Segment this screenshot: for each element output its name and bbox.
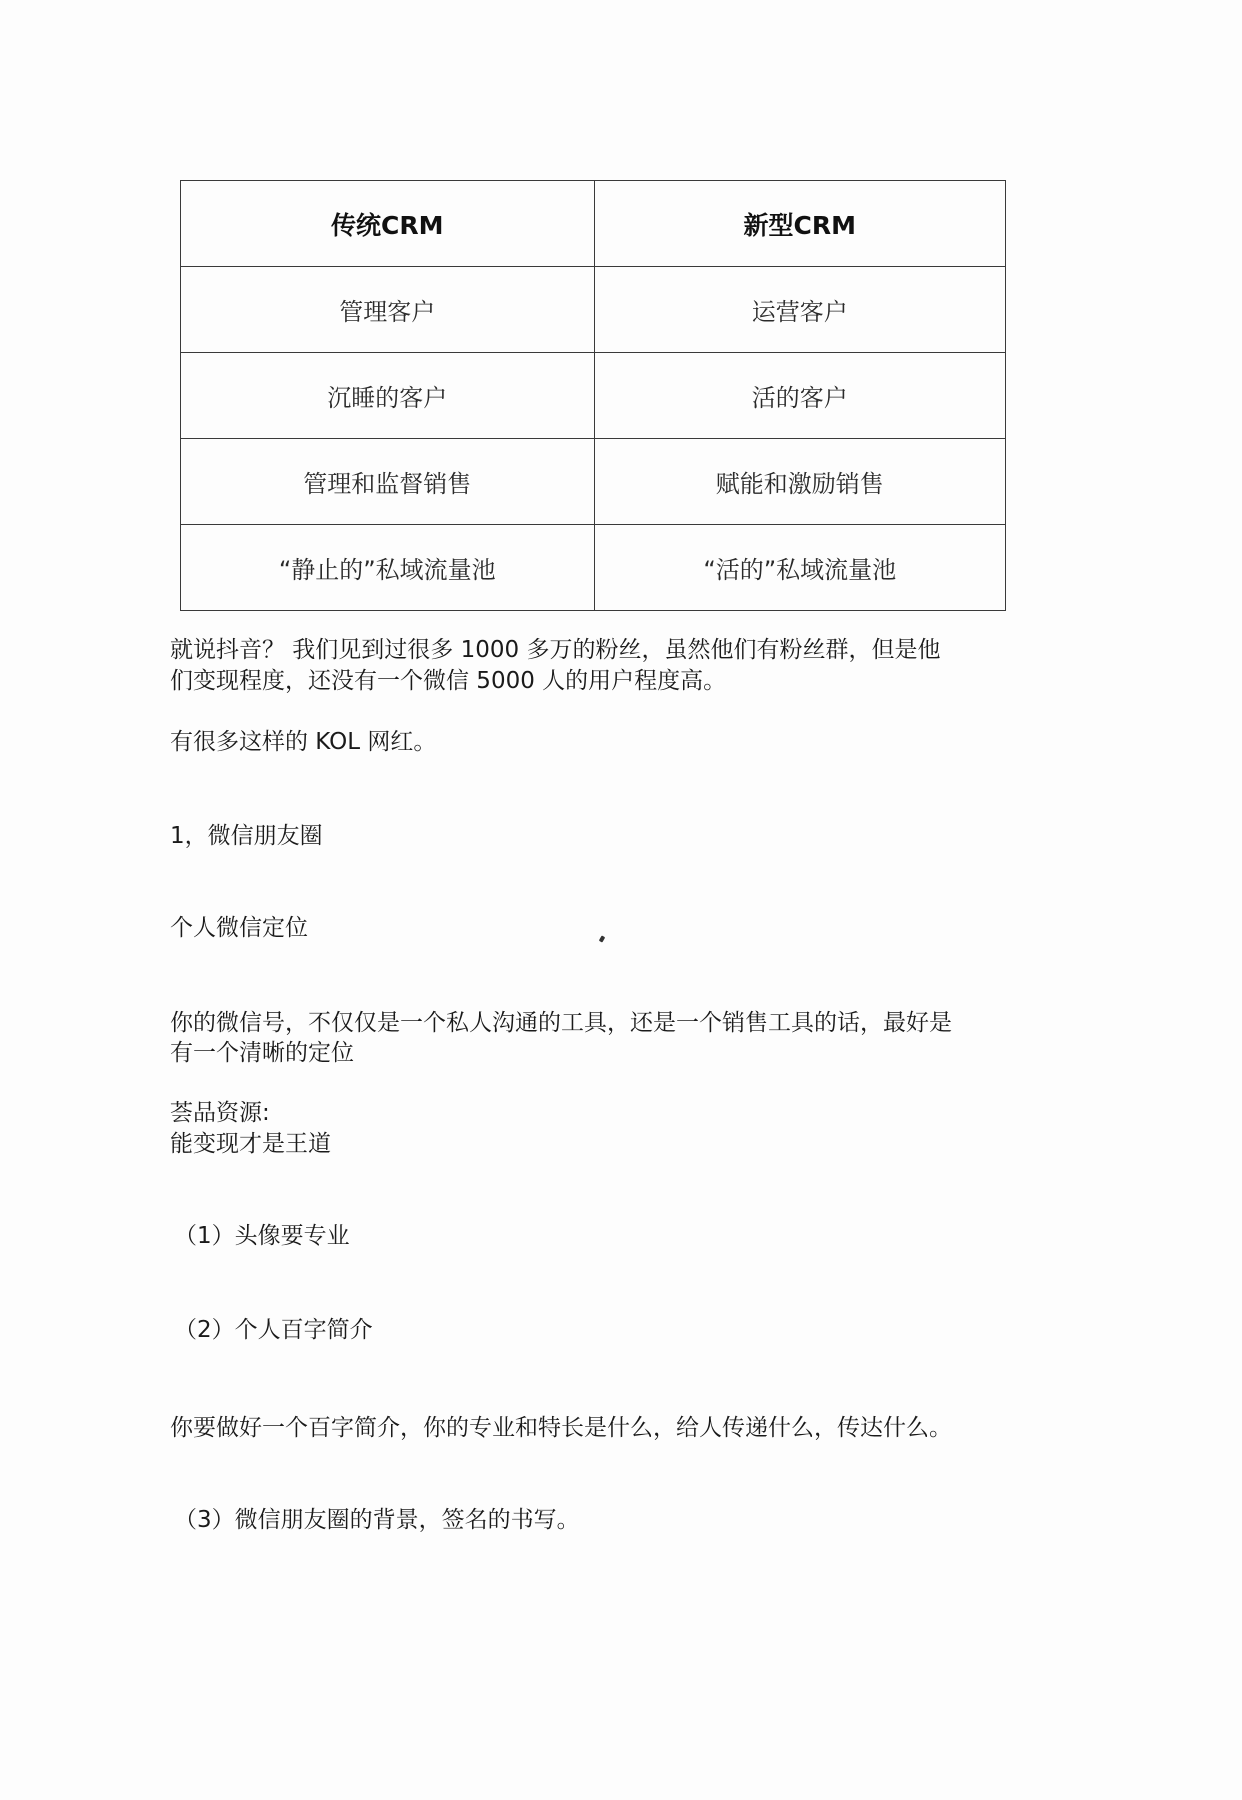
table-cell: 运营客户: [594, 267, 1006, 353]
paragraph-source-label: 荟品资源:: [170, 1100, 270, 1126]
paragraph-douyin-line2: 们变现程度，还没有一个微信 5000 人的用户程度高。: [170, 668, 727, 694]
list-item-background-signature: （3）微信朋友圈的背景，签名的书写。: [174, 1507, 580, 1533]
table-header-new-crm: 新型CRM: [594, 181, 1006, 267]
scan-speck: [599, 935, 605, 942]
paragraph-source-motto: 能变现才是王道: [170, 1131, 331, 1157]
paragraph-wechat-id-line1: 你的微信号，不仅仅是一个私人沟通的工具，还是一个销售工具的话，最好是: [170, 1010, 952, 1036]
crm-comparison-table: [180, 180, 1006, 611]
table-header-traditional-crm: 传统CRM: [181, 181, 595, 267]
table-row: [181, 267, 1006, 353]
table-cell: 管理客户: [181, 267, 595, 353]
list-item-avatar: （1）头像要专业: [174, 1223, 350, 1249]
paragraph-douyin-line1: 就说抖音？ 我们见到过很多 1000 多万的粉丝，虽然他们有粉丝群，但是他: [170, 637, 941, 663]
table-row: [181, 525, 1006, 611]
table-cell: 沉睡的客户: [181, 353, 595, 439]
table-row: [181, 353, 1006, 439]
paragraph-bio-advice: 你要做好一个百字简介，你的专业和特长是什么，给人传递什么，传达什么。: [170, 1415, 952, 1441]
table-cell: 活的客户: [594, 353, 1006, 439]
table-cell: 管理和监督销售: [181, 439, 595, 525]
table-cell: “静止的”私域流量池: [181, 525, 595, 611]
paragraph-kol: 有很多这样的 KOL 网红。: [170, 729, 437, 755]
list-item-bio: （2）个人百字简介: [174, 1317, 373, 1343]
table-cell: “活的”私域流量池: [594, 525, 1006, 611]
paragraph-wechat-id-line2: 有一个清晰的定位: [170, 1040, 354, 1066]
section-heading-wechat-moments: 1，微信朋友圈: [170, 823, 323, 849]
subheading-personal-positioning: 个人微信定位: [170, 915, 308, 941]
table-header-row: [181, 181, 1006, 267]
table-row: [181, 439, 1006, 525]
table-cell: 赋能和激励销售: [594, 439, 1006, 525]
